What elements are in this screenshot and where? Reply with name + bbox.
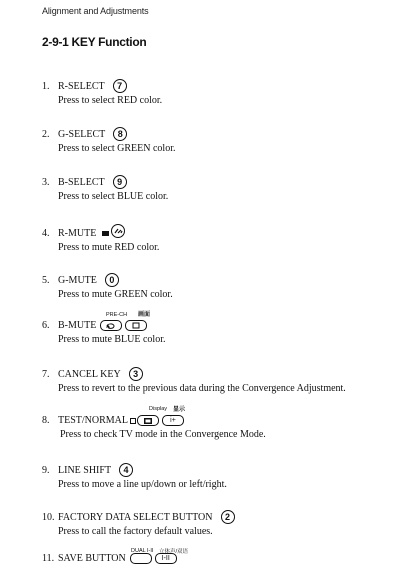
item-description: Press to check TV mode in the Convergence Mode. xyxy=(60,429,266,441)
remote-key-4 xyxy=(119,463,133,478)
item-name: B-SELECT xyxy=(58,176,105,188)
remote-key-pre-ch xyxy=(100,319,122,333)
list-item xyxy=(42,414,266,442)
page-header: Alignment and Adjustments xyxy=(42,6,149,16)
dash-dash-icon xyxy=(114,227,123,236)
list-item xyxy=(42,552,177,566)
item-description: Press to call the factory default values. xyxy=(58,525,213,537)
item-description: Press to move a line up/down or left/right. xyxy=(58,478,227,490)
item-number: 1. xyxy=(42,80,50,92)
item-name: R-SELECT xyxy=(58,80,105,92)
list-item xyxy=(42,273,173,302)
item-number: 5. xyxy=(42,274,50,286)
item-number: 6. xyxy=(42,320,50,332)
list-item xyxy=(42,319,166,347)
item-number: 8. xyxy=(42,415,50,427)
item-name: FACTORY DATA SELECT BUTTON xyxy=(58,511,213,523)
key-label: 9 xyxy=(113,175,127,189)
item-name: SAVE BUTTON xyxy=(58,553,126,565)
item-name: TEST/NORMAL xyxy=(58,415,128,427)
picture-button-icon xyxy=(125,320,147,331)
list-item xyxy=(42,463,227,492)
remote-key-9 xyxy=(113,175,127,190)
key-label: 2 xyxy=(221,510,235,524)
item-number: 10. xyxy=(42,511,55,523)
picture-key-label: 画面 xyxy=(138,312,151,318)
remote-key-i-ii xyxy=(155,552,177,566)
remote-key-7 xyxy=(113,79,127,94)
return-arrow-icon xyxy=(105,322,117,330)
stereo-bilingual-key-label: 立体声/双语 xyxy=(159,549,189,555)
list-item xyxy=(42,224,159,255)
item-number: 4. xyxy=(42,227,50,239)
item-name: G-SELECT xyxy=(58,128,106,140)
remote-key-0 xyxy=(105,273,119,288)
remote-key-dash xyxy=(111,224,125,238)
list-item xyxy=(42,127,175,156)
i-ii-button-label: I-II xyxy=(155,553,177,564)
remote-key-info xyxy=(162,414,184,428)
display-button-icon xyxy=(137,415,159,426)
item-number: 9. xyxy=(42,464,50,476)
item-description: Press to mute RED color. xyxy=(58,241,160,253)
remote-key-2 xyxy=(221,510,235,525)
remote-key-8 xyxy=(113,127,127,142)
list-item xyxy=(42,79,162,108)
item-name: B-MUTE xyxy=(58,320,97,332)
key-label: 0 xyxy=(105,273,119,287)
list-item xyxy=(42,367,346,396)
remote-key-display xyxy=(137,414,159,428)
item-description: Press to revert to the previous data during the Convergence Adjustment. xyxy=(58,382,346,394)
display-cn-key-label: 显示 xyxy=(173,407,186,413)
item-name: G-MUTE xyxy=(58,274,97,286)
item-name: CANCEL KEY xyxy=(58,368,121,380)
dual-key-label: DUAL I-II xyxy=(131,548,154,554)
display-key-label: Display xyxy=(149,406,168,412)
dual-button-icon xyxy=(130,553,152,564)
item-description: Press to select GREEN color. xyxy=(58,142,176,154)
display-screen-icon xyxy=(142,417,154,425)
key-label: 3 xyxy=(129,367,143,381)
list-item xyxy=(42,175,168,204)
key-label: 8 xyxy=(113,127,127,141)
pre-ch-key-label: PRE-CH xyxy=(106,312,128,318)
remote-key-picture xyxy=(125,319,147,333)
item-name: R-MUTE xyxy=(58,227,97,239)
small-square-icon xyxy=(130,418,136,424)
pre-ch-button-icon xyxy=(100,320,122,331)
info-button-label: i+ xyxy=(162,415,184,426)
item-description: Press to mute GREEN color. xyxy=(58,288,173,300)
dash-key-icon xyxy=(102,231,109,236)
remote-key-3 xyxy=(129,367,143,382)
item-description: Press to select BLUE color. xyxy=(58,190,169,202)
item-description: Press to select RED color. xyxy=(58,94,163,106)
screen-icon xyxy=(131,322,141,329)
item-number: 11. xyxy=(42,553,55,565)
item-description: Press to mute BLUE color. xyxy=(58,334,166,346)
key-label: 4 xyxy=(119,463,133,477)
key-label: 7 xyxy=(113,79,127,93)
item-number: 3. xyxy=(42,176,50,188)
remote-key-dual xyxy=(130,552,152,566)
item-number: 2. xyxy=(42,128,50,140)
list-item xyxy=(42,510,235,539)
item-number: 7. xyxy=(42,368,50,380)
item-name: LINE SHIFT xyxy=(58,464,112,476)
section-title: 2-9-1 KEY Function xyxy=(42,35,147,49)
